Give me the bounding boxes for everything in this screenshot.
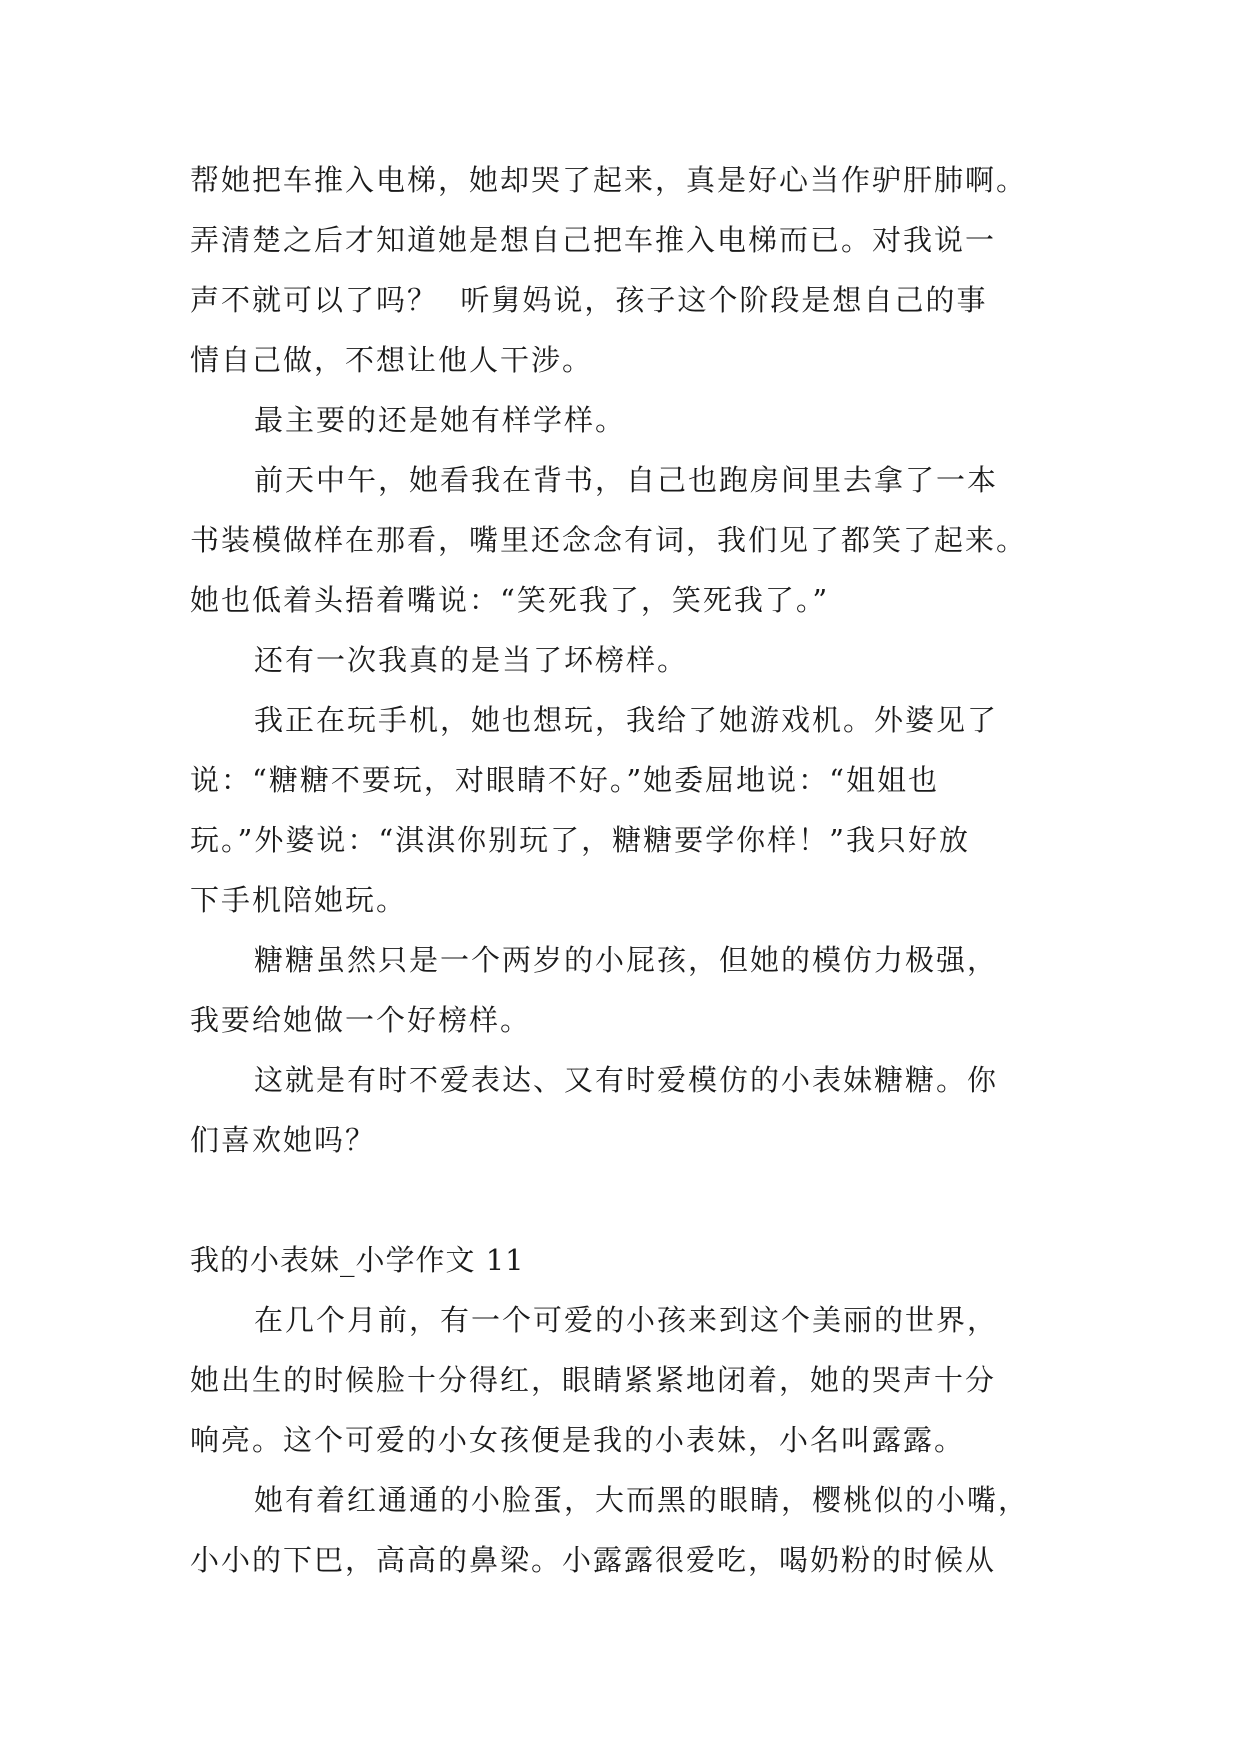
- text-line: 小小的下巴，高高的鼻梁。小露露很爱吃，喝奶粉的时候从: [190, 1543, 997, 1577]
- text-line: 她也低着头捂着嘴说：“笑死我了，笑死我了。”: [190, 583, 830, 617]
- essay-continuation: [190, 150, 1070, 1170]
- text-line: 她有着红通通的小脸蛋，大而黑的眼睛，樱桃似的小嘴，: [254, 1483, 1030, 1517]
- document-page: [190, 150, 1070, 1590]
- text-line: 我要给她做一个好榜样。: [190, 1003, 532, 1037]
- text-line: 最主要的还是她有样学样。: [254, 403, 627, 437]
- text-line: 我正在玩手机，她也想玩，我给了她游戏机。外婆见了: [254, 703, 999, 737]
- section-gap: [190, 1170, 1070, 1230]
- text-line: 她出生的时候脸十分得红，眼睛紧紧地闭着，她的哭声十分: [190, 1363, 997, 1397]
- text-line: 这就是有时不爱表达、又有时爱模仿的小表妹糖糖。你: [254, 1063, 999, 1097]
- text-line: 情自己做，不想让他人干涉。: [190, 343, 594, 377]
- text-line: 玩。”外婆说：“淇淇你别玩了，糖糖要学你样！”我只好放: [190, 823, 970, 857]
- text-line: 响亮。这个可爱的小女孩便是我的小表妹，小名叫露露。: [190, 1423, 966, 1457]
- text-line: 下手机陪她玩。: [190, 883, 408, 917]
- text-line: 们喜欢她吗？: [190, 1123, 377, 1157]
- text-line: 前天中午，她看我在背书，自己也跑房间里去拿了一本: [254, 463, 999, 497]
- text-line: 帮她把车推入电梯，她却哭了起来，真是好心当作驴肝肺啊。: [190, 163, 1028, 197]
- text-line: 声不就可以了吗？ 听舅妈说，孩子这个阶段是想自己的事: [190, 283, 988, 317]
- text-line: 书装模做样在那看，嘴里还念念有词，我们见了都笑了起来。: [190, 523, 1028, 557]
- text-line: 在几个月前，有一个可爱的小孩来到这个美丽的世界，: [254, 1303, 999, 1337]
- text-line: 说：“糖糖不要玩，对眼睛不好。”她委屈地说：“姐姐也: [190, 763, 939, 797]
- section-title: 我的小表妹_小学作文 11: [190, 1243, 525, 1277]
- text-line: 弄清楚之后才知道她是想自己把车推入电梯而已。对我说一: [190, 223, 997, 257]
- text-line: 还有一次我真的是当了坏榜样。: [254, 643, 689, 677]
- text-line: 糖糖虽然只是一个两岁的小屁孩，但她的模仿力极强，: [254, 943, 999, 977]
- essay-11-body: [190, 1290, 1070, 1590]
